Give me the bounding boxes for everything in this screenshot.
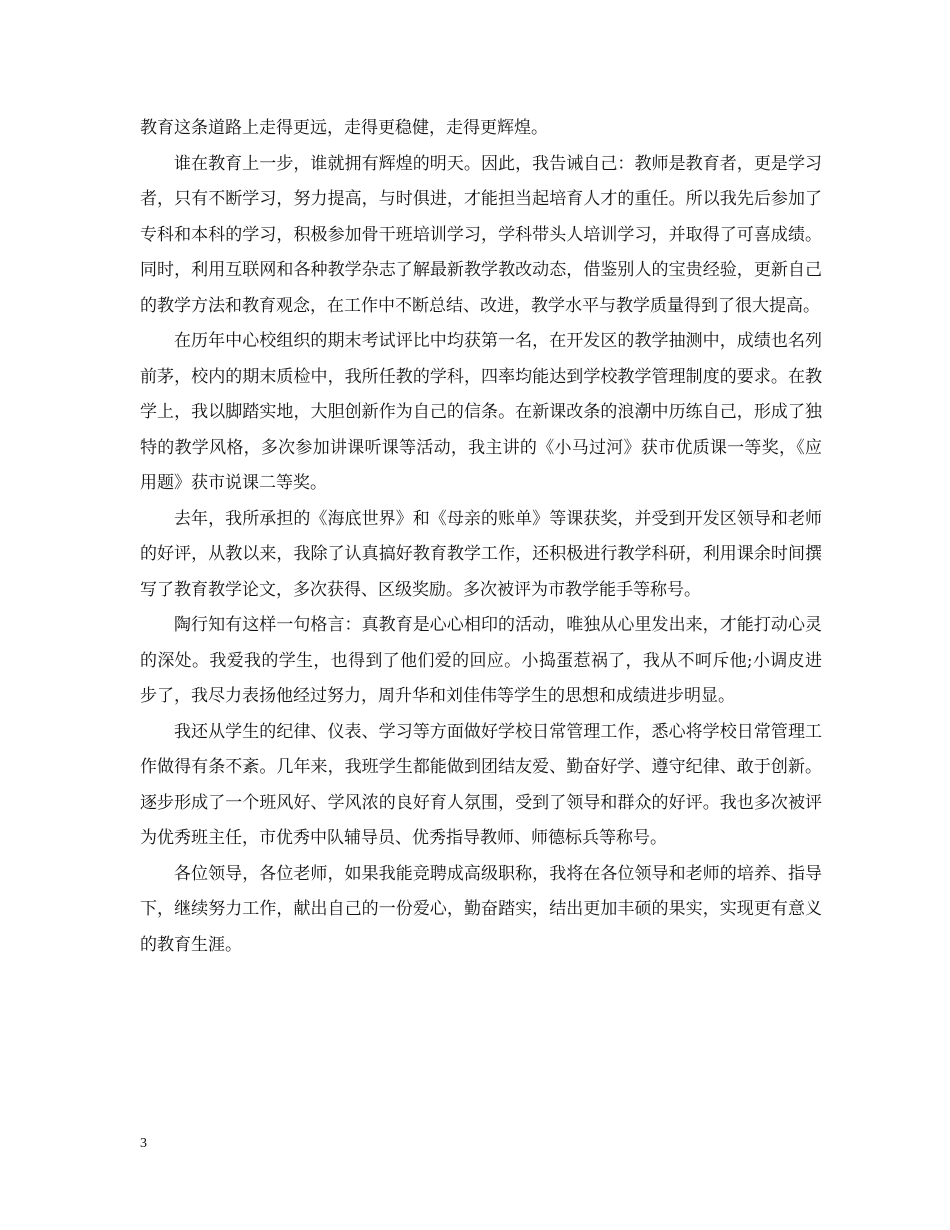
paragraph-6: 我还从学生的纪律、仪表、学习等方面做好学校日常管理工作，悉心将学校日常管理工作做得有条不紊。几年来，我班学生都能做到团结友爱、勤奋好学、遵守纪律、敢于创新。逐步形成了一个班风好、学风浓的良好育人氛围，受到了领导和群众的好评。我也多次被评为优秀班主任，市优秀中队辅导员、优秀指导教师、师德标兵等称号。 xyxy=(140,721,822,848)
paragraph-1: 教育这条道路上走得更远，走得更稳健，走得更辉煌。 xyxy=(140,118,548,138)
paragraph-2: 谁在教育上一步，谁就拥有辉煌的明天。因此，我告诫自己：教师是教育者，更是学习者，只有不断学习，努力提高，与时俱进，才能担当起培育人才的重任。所以我先后参加了专科和本科的学习，积极参加骨干班培训学习，学科带头人培训学习，并取得了可喜成绩。同时，利用互联网和各种教学杂志了解最新教学教改动态，借鉴别人的宝贵经验，更新自己的教学方法和教育观念，在工作中不断总结、改进，教学水平与教学质量得到了很大提高。 xyxy=(140,153,822,316)
paragraph-7: 各位领导，各位老师，如果我能竞聘成高级职称，我将在各位领导和老师的培养、指导下，继续努力工作，献出自己的一份爱心，勤奋踏实，结出更加丰硕的果实，实现更有意义的教育生涯。 xyxy=(140,863,822,955)
paragraph-5: 陶行知有这样一句格言：真教育是心心相印的活动，唯独从心里发出来，才能打动心灵的深处。我爱我的学生，也得到了他们爱的回应。小捣蛋惹祸了，我从不呵斥他;小调皮进步了，我尽力表扬他经过努力，周升华和刘佳伟等学生的思想和成绩进步明显。 xyxy=(140,615,822,706)
paragraph-3: 在历年中心校组织的期末考试评比中均获第一名，在开发区的教学抽测中，成绩也名列前茅，校内的期末质检中，我所任教的学科，四率均能达到学校教学管理制度的要求。在教学上，我以脚踏实地，大胆创新作为自己的信条。在新课改条的浪潮中历练自己，形成了独特的教学风格，多次参加讲课听课等活动，我主讲的《小马过河》获市优质课一等奖，《应用题》获市说课二等奖。 xyxy=(140,331,822,493)
paragraph-4: 去年，我所承担的《海底世界》和《母亲的账单》等课获奖，并受到开发区领导和老师的好评，从教以来，我除了认真搞好教育教学工作，还积极进行教学科研，利用课余时间撰写了教育教学论文，多次获得、区级奖励。多次被评为市教学能手等称号。 xyxy=(140,508,822,600)
document-body xyxy=(140,111,822,963)
page-number: 3 xyxy=(140,1136,147,1151)
